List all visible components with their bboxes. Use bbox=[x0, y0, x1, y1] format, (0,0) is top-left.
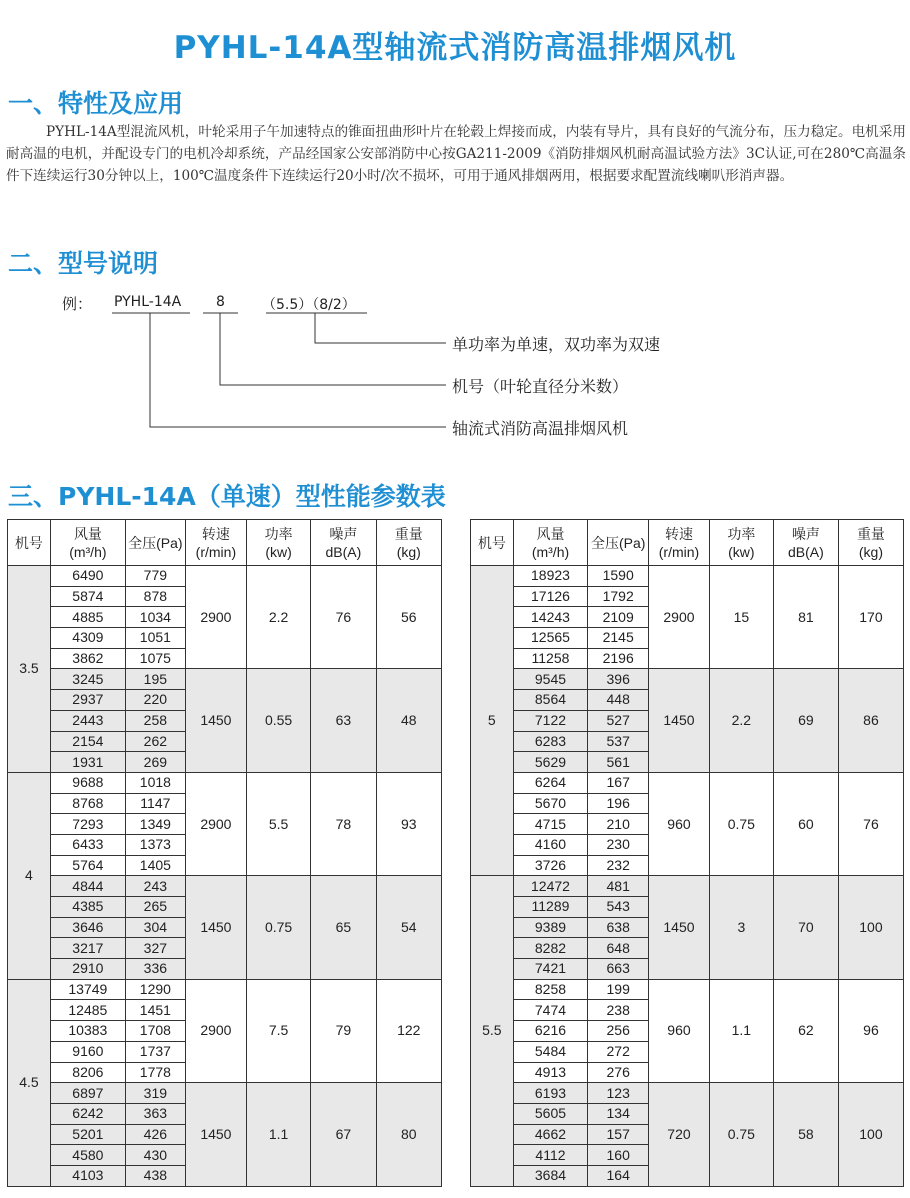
spec-cell: 2900 bbox=[185, 979, 246, 1082]
value-cell: 2443 bbox=[50, 710, 125, 731]
column-header: 机号 bbox=[471, 520, 514, 566]
value-cell: 396 bbox=[588, 669, 649, 690]
spec-cell: 1450 bbox=[185, 876, 246, 979]
value-cell: 1451 bbox=[125, 1000, 185, 1021]
value-cell: 2196 bbox=[588, 648, 649, 669]
value-cell: 9545 bbox=[513, 669, 588, 690]
value-cell: 2145 bbox=[588, 628, 649, 649]
value-cell: 269 bbox=[125, 752, 185, 773]
column-header: 全压(Pa) bbox=[588, 520, 649, 566]
example-label: 例： bbox=[62, 295, 93, 313]
value-cell: 3217 bbox=[50, 938, 125, 959]
value-cell: 2910 bbox=[50, 959, 125, 980]
value-cell: 265 bbox=[125, 897, 185, 918]
value-cell: 5484 bbox=[513, 1041, 588, 1062]
value-cell: 448 bbox=[588, 690, 649, 711]
value-cell: 5629 bbox=[513, 752, 588, 773]
value-cell: 123 bbox=[588, 1083, 649, 1104]
value-cell: 9688 bbox=[50, 772, 125, 793]
spec-cell: 60 bbox=[773, 772, 838, 875]
value-cell: 230 bbox=[588, 834, 649, 855]
spec-cell: 81 bbox=[773, 566, 838, 669]
machine-number-cell: 3.5 bbox=[8, 566, 51, 773]
value-cell: 238 bbox=[588, 1000, 649, 1021]
spec-cell: 78 bbox=[311, 772, 376, 875]
spec-cell: 2.2 bbox=[709, 669, 773, 772]
spec-cell: 720 bbox=[649, 1083, 710, 1186]
value-cell: 1018 bbox=[125, 772, 185, 793]
spec-cell: 5.5 bbox=[246, 772, 310, 875]
value-cell: 6433 bbox=[50, 834, 125, 855]
value-cell: 1290 bbox=[125, 979, 185, 1000]
column-header: 风量 (m³/h) bbox=[50, 520, 125, 566]
spec-cell: 1450 bbox=[649, 669, 710, 772]
value-cell: 878 bbox=[125, 586, 185, 607]
spec-cell: 76 bbox=[311, 566, 376, 669]
table-header-row bbox=[471, 520, 904, 566]
value-cell: 12485 bbox=[50, 1000, 125, 1021]
value-cell: 199 bbox=[588, 979, 649, 1000]
table-row bbox=[8, 566, 442, 587]
model-diagram bbox=[0, 285, 910, 445]
table-row bbox=[471, 772, 904, 793]
value-cell: 3245 bbox=[50, 669, 125, 690]
spec-cell: 170 bbox=[838, 566, 903, 669]
value-cell: 1590 bbox=[588, 566, 649, 587]
spec-cell: 67 bbox=[311, 1083, 376, 1186]
column-header: 功率 (kw) bbox=[246, 520, 310, 566]
value-cell: 537 bbox=[588, 731, 649, 752]
value-cell: 1147 bbox=[125, 793, 185, 814]
spec-cell: 79 bbox=[311, 979, 376, 1082]
value-cell: 438 bbox=[125, 1165, 185, 1186]
value-cell: 276 bbox=[588, 1062, 649, 1083]
value-cell: 1075 bbox=[125, 648, 185, 669]
value-cell: 6264 bbox=[513, 772, 588, 793]
value-cell: 210 bbox=[588, 814, 649, 835]
value-cell: 5670 bbox=[513, 793, 588, 814]
section-heading-features: 一、特性及应用 bbox=[8, 89, 184, 118]
value-cell: 4112 bbox=[513, 1145, 588, 1166]
section-heading-model: 二、型号说明 bbox=[8, 249, 159, 278]
table-row bbox=[471, 669, 904, 690]
value-cell: 430 bbox=[125, 1145, 185, 1166]
value-cell: 134 bbox=[588, 1103, 649, 1124]
table-row bbox=[471, 1083, 904, 1104]
table-row bbox=[471, 566, 904, 587]
spec-cell: 1.1 bbox=[709, 979, 773, 1082]
value-cell: 304 bbox=[125, 917, 185, 938]
table-row bbox=[8, 1083, 442, 1104]
value-cell: 1792 bbox=[588, 586, 649, 607]
value-cell: 2109 bbox=[588, 607, 649, 628]
value-cell: 327 bbox=[125, 938, 185, 959]
value-cell: 4580 bbox=[50, 1145, 125, 1166]
spec-cell: 960 bbox=[649, 772, 710, 875]
value-cell: 426 bbox=[125, 1124, 185, 1145]
value-cell: 1737 bbox=[125, 1041, 185, 1062]
spec-cell: 1450 bbox=[649, 876, 710, 979]
value-cell: 543 bbox=[588, 897, 649, 918]
spec-cell: 48 bbox=[376, 669, 441, 772]
value-cell: 1349 bbox=[125, 814, 185, 835]
machine-number-cell: 4 bbox=[8, 772, 51, 979]
table-row bbox=[8, 669, 442, 690]
value-cell: 1931 bbox=[50, 752, 125, 773]
label-number: 机号（叶轮直径分米数） bbox=[452, 377, 629, 396]
spec-cell: 7.5 bbox=[246, 979, 310, 1082]
value-cell: 7122 bbox=[513, 710, 588, 731]
value-cell: 196 bbox=[588, 793, 649, 814]
value-cell: 6897 bbox=[50, 1083, 125, 1104]
column-header: 全压(Pa) bbox=[125, 520, 185, 566]
value-cell: 272 bbox=[588, 1041, 649, 1062]
value-cell: 648 bbox=[588, 938, 649, 959]
value-cell: 4160 bbox=[513, 834, 588, 855]
spec-cell: 58 bbox=[773, 1083, 838, 1186]
value-cell: 336 bbox=[125, 959, 185, 980]
value-cell: 10383 bbox=[50, 1021, 125, 1042]
intro-text: PYHL-14A型混流风机，叶轮采用子午加速特点的锥面扭曲形叶片在轮毂上焊接而成，内装有导片，具有良好的气流分布，压力稳定。电机采用耐高温的电机，并配设专门的电机冷却系统，产品经国家公安部消防中心按GA211-2009《消防排烟风机耐高温试验方法》3C认证,可在280℃高温条件下连续运行30分钟以上，100℃温度条件下连续运行20小时/次不损坏，可用于通风排烟两用，根据要求配置流线喇叭形消声器。 bbox=[6, 124, 906, 184]
spec-cell: 1450 bbox=[185, 1083, 246, 1186]
value-cell: 4913 bbox=[513, 1062, 588, 1083]
value-cell: 195 bbox=[125, 669, 185, 690]
column-header: 重量 (kg) bbox=[376, 520, 441, 566]
spec-cell: 63 bbox=[311, 669, 376, 772]
value-cell: 9160 bbox=[50, 1041, 125, 1062]
spec-cell: 93 bbox=[376, 772, 441, 875]
spec-cell: 15 bbox=[709, 566, 773, 669]
value-cell: 157 bbox=[588, 1124, 649, 1145]
value-cell: 4103 bbox=[50, 1165, 125, 1186]
value-cell: 6490 bbox=[50, 566, 125, 587]
column-header: 机号 bbox=[8, 520, 51, 566]
value-cell: 1051 bbox=[125, 628, 185, 649]
column-header: 转速 (r/min) bbox=[185, 520, 246, 566]
value-cell: 164 bbox=[588, 1165, 649, 1186]
value-cell: 663 bbox=[588, 959, 649, 980]
value-cell: 1778 bbox=[125, 1062, 185, 1083]
value-cell: 319 bbox=[125, 1083, 185, 1104]
value-cell: 12472 bbox=[513, 876, 588, 897]
value-cell: 18923 bbox=[513, 566, 588, 587]
column-header: 转速 (r/min) bbox=[649, 520, 710, 566]
value-cell: 243 bbox=[125, 876, 185, 897]
spec-cell: 70 bbox=[773, 876, 838, 979]
machine-number-cell: 4.5 bbox=[8, 979, 51, 1186]
column-header: 功率 (kw) bbox=[709, 520, 773, 566]
model-code: PYHL-14A bbox=[114, 294, 182, 310]
value-cell: 11289 bbox=[513, 897, 588, 918]
value-cell: 1373 bbox=[125, 834, 185, 855]
value-cell: 167 bbox=[588, 772, 649, 793]
table-row bbox=[471, 876, 904, 897]
section-heading-table: 三、PYHL-14A（单速）型性能参数表 bbox=[8, 482, 446, 511]
value-cell: 262 bbox=[125, 731, 185, 752]
spec-cell: 2.2 bbox=[246, 566, 310, 669]
column-header: 噪声 dB(A) bbox=[311, 520, 376, 566]
spec-cell: 0.55 bbox=[246, 669, 310, 772]
value-cell: 1034 bbox=[125, 607, 185, 628]
machine-number-cell: 5.5 bbox=[471, 876, 514, 1186]
spec-cell: 96 bbox=[838, 979, 903, 1082]
value-cell: 4844 bbox=[50, 876, 125, 897]
intro-paragraph bbox=[6, 121, 906, 187]
model-power: （5.5）（8/2） bbox=[262, 297, 356, 313]
spec-cell: 100 bbox=[838, 876, 903, 979]
value-cell: 779 bbox=[125, 566, 185, 587]
value-cell: 4885 bbox=[50, 607, 125, 628]
value-cell: 160 bbox=[588, 1145, 649, 1166]
value-cell: 3684 bbox=[513, 1165, 588, 1186]
spec-cell: 122 bbox=[376, 979, 441, 1082]
value-cell: 1708 bbox=[125, 1021, 185, 1042]
value-cell: 7474 bbox=[513, 1000, 588, 1021]
spec-cell: 80 bbox=[376, 1083, 441, 1186]
value-cell: 7293 bbox=[50, 814, 125, 835]
spec-cell: 2900 bbox=[649, 566, 710, 669]
spec-cell: 76 bbox=[838, 772, 903, 875]
spec-cell: 1.1 bbox=[246, 1083, 310, 1186]
value-cell: 2937 bbox=[50, 690, 125, 711]
column-header: 重量 (kg) bbox=[838, 520, 903, 566]
value-cell: 14243 bbox=[513, 607, 588, 628]
value-cell: 4715 bbox=[513, 814, 588, 835]
value-cell: 220 bbox=[125, 690, 185, 711]
value-cell: 6216 bbox=[513, 1021, 588, 1042]
value-cell: 256 bbox=[588, 1021, 649, 1042]
value-cell: 638 bbox=[588, 917, 649, 938]
spec-cell: 3 bbox=[709, 876, 773, 979]
label-code: 轴流式消防高温排烟风机 bbox=[452, 419, 629, 438]
spec-cell: 2900 bbox=[185, 772, 246, 875]
table-row bbox=[471, 979, 904, 1000]
spec-cell: 0.75 bbox=[709, 772, 773, 875]
spec-cell: 0.75 bbox=[709, 1083, 773, 1186]
spec-cell: 56 bbox=[376, 566, 441, 669]
value-cell: 11258 bbox=[513, 648, 588, 669]
value-cell: 5605 bbox=[513, 1103, 588, 1124]
performance-table-right bbox=[470, 519, 904, 1187]
value-cell: 9389 bbox=[513, 917, 588, 938]
value-cell: 258 bbox=[125, 710, 185, 731]
value-cell: 8564 bbox=[513, 690, 588, 711]
value-cell: 13749 bbox=[50, 979, 125, 1000]
table-row bbox=[8, 876, 442, 897]
value-cell: 3646 bbox=[50, 917, 125, 938]
spec-cell: 2900 bbox=[185, 566, 246, 669]
value-cell: 1405 bbox=[125, 855, 185, 876]
label-power: 单功率为单速，双功率为双速 bbox=[452, 335, 661, 354]
value-cell: 4662 bbox=[513, 1124, 588, 1145]
value-cell: 5874 bbox=[50, 586, 125, 607]
value-cell: 7421 bbox=[513, 959, 588, 980]
value-cell: 4309 bbox=[50, 628, 125, 649]
value-cell: 8206 bbox=[50, 1062, 125, 1083]
spec-cell: 1450 bbox=[185, 669, 246, 772]
table-row bbox=[8, 772, 442, 793]
spec-cell: 0.75 bbox=[246, 876, 310, 979]
spec-cell: 65 bbox=[311, 876, 376, 979]
value-cell: 8768 bbox=[50, 793, 125, 814]
value-cell: 8258 bbox=[513, 979, 588, 1000]
value-cell: 232 bbox=[588, 855, 649, 876]
table-header-row bbox=[8, 520, 442, 566]
value-cell: 5764 bbox=[50, 855, 125, 876]
spec-cell: 69 bbox=[773, 669, 838, 772]
value-cell: 3726 bbox=[513, 855, 588, 876]
value-cell: 561 bbox=[588, 752, 649, 773]
table-row bbox=[8, 979, 442, 1000]
spec-cell: 86 bbox=[838, 669, 903, 772]
value-cell: 527 bbox=[588, 710, 649, 731]
page-title: PYHL-14A型轴流式消防高温排烟风机 bbox=[173, 30, 737, 66]
spec-cell: 960 bbox=[649, 979, 710, 1082]
performance-table-left bbox=[7, 519, 442, 1187]
value-cell: 363 bbox=[125, 1103, 185, 1124]
column-header: 风量 (m³/h) bbox=[513, 520, 588, 566]
value-cell: 6193 bbox=[513, 1083, 588, 1104]
value-cell: 12565 bbox=[513, 628, 588, 649]
value-cell: 2154 bbox=[50, 731, 125, 752]
machine-number-cell: 5 bbox=[471, 566, 514, 876]
value-cell: 481 bbox=[588, 876, 649, 897]
value-cell: 17126 bbox=[513, 586, 588, 607]
value-cell: 6283 bbox=[513, 731, 588, 752]
value-cell: 8282 bbox=[513, 938, 588, 959]
value-cell: 4385 bbox=[50, 897, 125, 918]
value-cell: 3862 bbox=[50, 648, 125, 669]
spec-cell: 100 bbox=[838, 1083, 903, 1186]
column-header: 噪声 dB(A) bbox=[773, 520, 838, 566]
spec-cell: 62 bbox=[773, 979, 838, 1082]
model-number: 8 bbox=[216, 294, 225, 310]
value-cell: 5201 bbox=[50, 1124, 125, 1145]
value-cell: 6242 bbox=[50, 1103, 125, 1124]
spec-cell: 54 bbox=[376, 876, 441, 979]
